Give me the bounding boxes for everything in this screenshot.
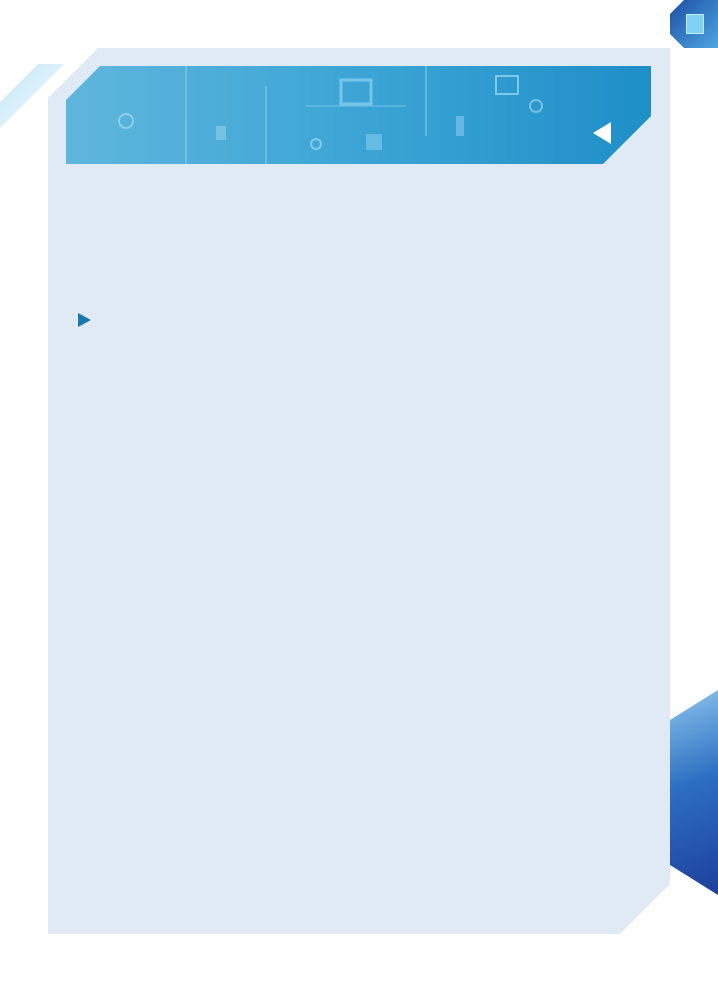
circuit-decoration — [66, 66, 651, 164]
page-panel — [48, 48, 670, 934]
wisa-logo-badge — [670, 690, 718, 895]
arrow-left-icon — [593, 122, 611, 144]
cube-icon — [686, 14, 704, 34]
corner-logo-decoration — [670, 0, 718, 48]
arrow-right-icon — [78, 313, 91, 327]
section-banner — [66, 66, 651, 164]
organizing-committee-heading — [78, 313, 103, 327]
